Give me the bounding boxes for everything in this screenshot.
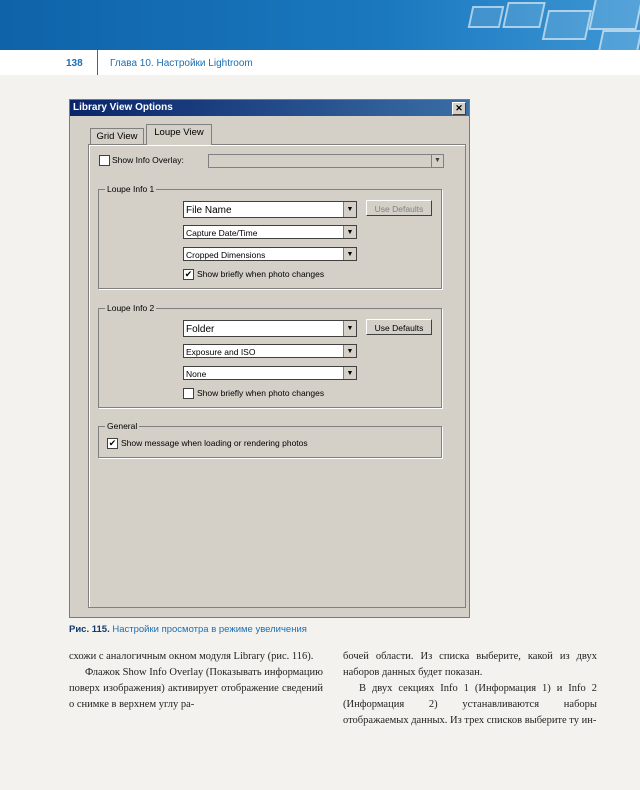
show-info-overlay-checkbox[interactable] — [99, 155, 110, 166]
paragraph: Флажок Show Info Overlay (Показывать информацию поверх изображения) активирует отображение сведений о снимке в верхнем углу ра- — [69, 667, 323, 710]
page-number: 138 — [66, 58, 83, 69]
chapter-title: Глава 10. Настройки Lightroom — [110, 58, 253, 69]
body-column-left — [69, 649, 323, 713]
show-info-overlay-label: Show Info Overlay: — [112, 155, 184, 165]
chevron-down-icon: ▼ — [343, 321, 356, 336]
chevron-down-icon: ▼ — [343, 367, 356, 379]
paragraph: бочей области. Из списка выберите, какой из двух наборов данных будет показан. — [343, 651, 597, 678]
header-decoration — [502, 2, 546, 28]
chevron-down-icon: ▼ — [343, 202, 356, 217]
header-divider — [97, 50, 98, 75]
body-column-right — [343, 649, 597, 729]
figure-caption-text: Настройки просмотра в режиме увеличения — [109, 624, 307, 635]
chevron-down-icon: ▼ — [343, 226, 356, 238]
loupe-info-1-show-briefly-label: Show briefly when photo changes — [197, 269, 325, 279]
chevron-down-icon: ▼ — [343, 345, 356, 357]
loupe-info-2-show-briefly-label: Show briefly when photo changes — [197, 388, 325, 398]
tab-grid-view[interactable]: Grid View — [90, 128, 144, 145]
page-header-band — [0, 0, 640, 50]
loupe-info-1-select-3[interactable]: Cropped Dimensions ▼ — [183, 247, 357, 261]
library-view-options-dialog — [69, 99, 470, 618]
header-decoration — [588, 0, 640, 30]
loupe-info-1-select-1[interactable]: File Name ▼ — [183, 201, 357, 218]
loupe-info-1-title: Loupe Info 1 — [107, 184, 155, 194]
loupe-info-1-use-defaults-button[interactable]: Use Defaults — [366, 200, 432, 216]
loupe-info-2-title: Loupe Info 2 — [107, 303, 155, 313]
loupe-info-2-select-1[interactable]: Folder ▼ — [183, 320, 357, 337]
loupe-info-2-use-defaults-button[interactable]: Use Defaults — [366, 319, 432, 335]
loupe-info-2-select-3[interactable]: None ▼ — [183, 366, 357, 380]
loupe-info-2-select-2[interactable]: Exposure and ISO ▼ — [183, 344, 357, 358]
header-decoration — [468, 6, 505, 28]
general-title: General — [107, 421, 138, 431]
figure-caption — [69, 624, 307, 635]
loupe-info-1-select-2[interactable]: Capture Date/Time ▼ — [183, 225, 357, 239]
info-overlay-select[interactable] — [208, 154, 444, 168]
figure-label: Рис. 115. — [69, 624, 110, 635]
paragraph: В двух секциях Info 1 (Информация 1) и Info 2 (Информация 2) устанавливаются наборы отображаемых данных. Из трех списков выберите ту ин- — [343, 683, 597, 726]
dialog-titlebar — [70, 100, 469, 116]
loupe-info-2-show-briefly-checkbox[interactable] — [183, 388, 194, 399]
chevron-down-icon: ▼ — [343, 248, 356, 260]
show-message-checkbox[interactable]: ✔ — [108, 438, 117, 448]
close-icon[interactable]: ✕ — [452, 102, 466, 115]
dialog-title: Library View Options — [73, 102, 173, 113]
show-message-label: Show message when loading or rendering photos — [121, 438, 308, 448]
header-strip — [0, 50, 640, 75]
tab-loupe-view[interactable]: Loupe View — [146, 124, 212, 145]
header-decoration — [542, 10, 592, 40]
loupe-info-1-show-briefly-checkbox[interactable]: ✔ — [184, 269, 193, 279]
chevron-down-icon: ▼ — [431, 155, 443, 167]
header-decoration — [597, 30, 640, 50]
paragraph: схожи с аналогичным окном модуля Library (рис. 116). — [69, 651, 314, 662]
